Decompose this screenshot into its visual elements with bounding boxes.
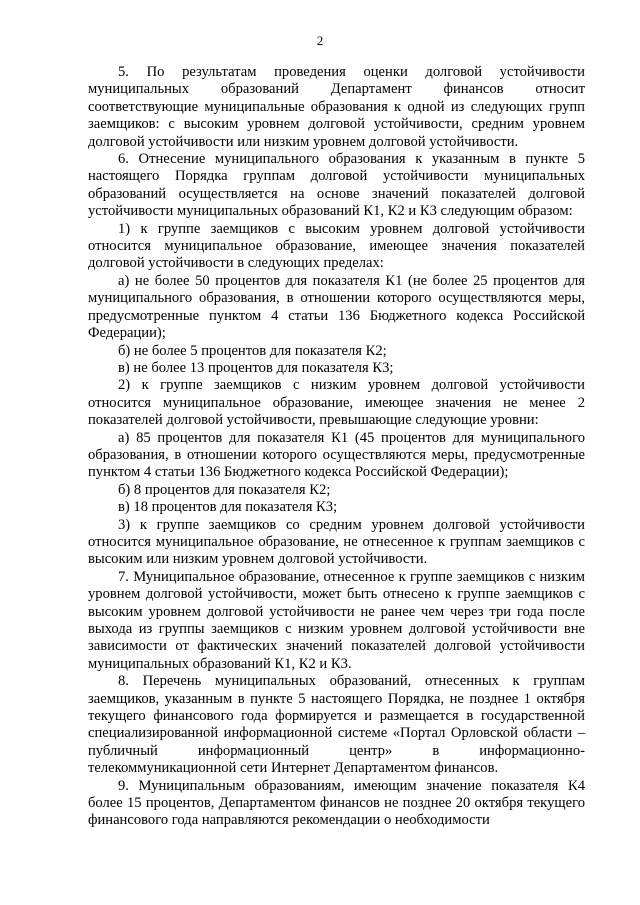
paragraph-5: 5. По результатам проведения оценки долговой устойчивости муниципальных образований Департамент финансов относит соответствующие муниципальные образования к одной из следующих групп заемщиков: с высоким уровнем долговой устойчивости, средним уровнем долговой устойчивости или низким уровнем долговой устойчивости. bbox=[88, 64, 585, 150]
list-item-1: 1) к группе заемщиков с высоким уровнем долговой устойчивости относится муниципальное образование, имеющее значения показателей долговой устойчивости в следующих пределах: bbox=[88, 220, 585, 272]
paragraph-9: 9. Муниципальным образованиям, имеющим значение показателя К4 более 15 процентов, Департаментом финансов не позднее 20 октября текущего финансового года направляются рекомендации о необходимости bbox=[88, 777, 585, 829]
list-item-2a: а) 85 процентов для показателя К1 (45 процентов для муниципального образования, в отношении которого осуществляются меры, предусмотренные пунктом 4 статьи 136 Бюджетного кодекса Российской Федерации); bbox=[88, 429, 585, 481]
list-item-3: 3) к группе заемщиков со средним уровнем долговой устойчивости относится муниципальное образование, не отнесенное к группам заемщиков с высоким или низким уровнем долговой устойчивости. bbox=[88, 516, 585, 568]
list-item-2: 2) к группе заемщиков с низким уровнем долговой устойчивости относится муниципальное образование, имеющее значения не менее 2 показателей долговой устойчивости, превышающие следующие уровни: bbox=[88, 377, 585, 429]
paragraph-8: 8. Перечень муниципальных образований, отнесенных к группам заемщиков, указанным в пункте 5 настоящего Порядка, не позднее 1 октября текущего финансового года формируется и размещается в государственной специализированной информационной системе «Портал Орловской области – публичный информационный центр» в информационно-телекоммуникационной сети Интернет Департаментом финансов. bbox=[88, 673, 585, 777]
paragraph-7: 7. Муниципальное образование, отнесенное к группе заемщиков с низким уровнем долговой устойчивости, может быть отнесено к группе заемщиков с высоким уровнем долговой устойчивости не ранее чем через три года после выхода из группы заемщиков с низким уровнем долговой устойчивости вне зависимости от фактических значений показателей долговой устойчивости муниципальных образований К1, К2 и К3. bbox=[88, 568, 585, 672]
paragraph-6: 6. Отнесение муниципального образования к указанным в пункте 5 настоящего Порядка группам долговой устойчивости муниципальных образований осуществляется на основе значений показателей долговой устойчивости муниципальных образований К1, К2 и К3 следующим образом: bbox=[88, 151, 585, 220]
list-item-2c: в) 18 процентов для показателя К3; bbox=[118, 499, 338, 516]
document-body bbox=[88, 64, 585, 830]
list-item-1b: б) не более 5 процентов для показателя К2; bbox=[118, 342, 387, 359]
list-item-1a: а) не более 50 процентов для показателя К1 (не более 25 процентов для муниципального образования, в отношении которого осуществляются меры, предусмотренные пунктом 4 статьи 136 Бюджетного кодекса Российской Федерации); bbox=[88, 272, 585, 342]
page-number: 2 bbox=[316, 33, 324, 48]
list-item-1c: в) не более 13 процентов для показателя К3; bbox=[118, 359, 394, 376]
list-item-2b: б) 8 процентов для показателя К2; bbox=[118, 481, 331, 498]
